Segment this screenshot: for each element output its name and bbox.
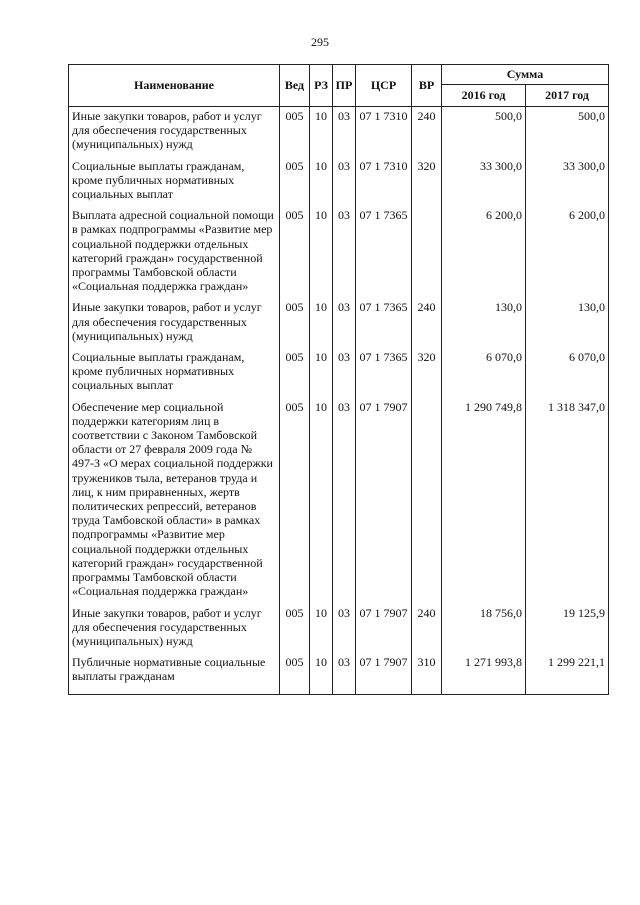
- header-csr: ЦСР: [356, 65, 412, 107]
- table-row: [69, 348, 609, 398]
- row-vr: [412, 206, 442, 298]
- row-sum-2017: 500,0: [526, 107, 609, 157]
- row-rz: 10: [310, 653, 333, 694]
- row-sum-2017: 1 299 221,1: [526, 653, 609, 694]
- row-name: Иные закупки товаров, работ и услуг для обеспечения государственных (муниципальных) нужд: [69, 604, 280, 654]
- row-name: Социальные выплаты гражданам, кроме публичных нормативных социальных выплат: [69, 348, 280, 398]
- row-name: Обеспечение мер социальной поддержки категориям лиц в соответствии с Законом Тамбовской области от 27 февраля 2009 года № 497-З «О мерах социальной поддержки тружеников тыла, ветеранов труда и лиц, к ним приравненных, жертв политических репрессий, ветеранов труда Тамбовской области» в рамках подпрограммы «Развитие мер социальной поддержки отдельных категорий граждан» государственной программы Тамбовской области «Социальная поддержка граждан»: [69, 398, 280, 604]
- header-year-2016: 2016 год: [442, 85, 526, 107]
- header-pr: ПР: [333, 65, 356, 107]
- row-csr: 07 1 7310: [356, 107, 412, 157]
- table-row: [69, 604, 609, 654]
- page-number: 295: [311, 35, 329, 49]
- row-ved: 005: [280, 653, 310, 694]
- row-rz: 10: [310, 398, 333, 604]
- row-sum-2017: 19 125,9: [526, 604, 609, 654]
- row-sum-2016: 1 290 749,8: [442, 398, 526, 604]
- row-name: Иные закупки товаров, работ и услуг для обеспечения государственных (муниципальных) нужд: [69, 298, 280, 348]
- header-name: Наименование: [69, 65, 280, 107]
- row-rz: 10: [310, 206, 333, 298]
- row-pr: 03: [333, 107, 356, 157]
- table-row: [69, 398, 609, 604]
- row-ved: 005: [280, 157, 310, 207]
- table-row: [69, 157, 609, 207]
- table-row: [69, 206, 609, 298]
- row-vr: 240: [412, 604, 442, 654]
- row-pr: 03: [333, 398, 356, 604]
- row-rz: 10: [310, 107, 333, 157]
- row-sum-2016: 6 200,0: [442, 206, 526, 298]
- row-csr: 07 1 7365: [356, 348, 412, 398]
- row-ved: 005: [280, 206, 310, 298]
- row-vr: 240: [412, 107, 442, 157]
- row-sum-2016: 1 271 993,8: [442, 653, 526, 694]
- row-name: Выплата адресной социальной помощи в рамках подпрограммы «Развитие мер социальной поддержки отдельных категорий граждан» государственной программы Тамбовской области «Социальная поддержка граждан»: [69, 206, 280, 298]
- row-pr: 03: [333, 298, 356, 348]
- row-name: Социальные выплаты гражданам, кроме публичных нормативных социальных выплат: [69, 157, 280, 207]
- row-csr: 07 1 7907: [356, 604, 412, 654]
- row-sum-2017: 33 300,0: [526, 157, 609, 207]
- row-rz: 10: [310, 604, 333, 654]
- row-ved: 005: [280, 298, 310, 348]
- row-csr: 07 1 7365: [356, 206, 412, 298]
- row-vr: 310: [412, 653, 442, 694]
- row-sum-2016: 500,0: [442, 107, 526, 157]
- table-row: [69, 653, 609, 694]
- row-sum-2017: 1 318 347,0: [526, 398, 609, 604]
- row-vr: 320: [412, 348, 442, 398]
- header-sum: Сумма: [442, 65, 609, 85]
- header-vr: ВР: [412, 65, 442, 107]
- row-name: Иные закупки товаров, работ и услуг для обеспечения государственных (муниципальных) нужд: [69, 107, 280, 157]
- row-rz: 10: [310, 298, 333, 348]
- row-pr: 03: [333, 157, 356, 207]
- row-sum-2016: 18 756,0: [442, 604, 526, 654]
- row-sum-2016: 130,0: [442, 298, 526, 348]
- table-row: [69, 298, 609, 348]
- row-ved: 005: [280, 398, 310, 604]
- row-ved: 005: [280, 604, 310, 654]
- row-vr: [412, 398, 442, 604]
- row-rz: 10: [310, 157, 333, 207]
- row-rz: 10: [310, 348, 333, 398]
- row-pr: 03: [333, 653, 356, 694]
- header-rz: РЗ: [310, 65, 333, 107]
- header-ved: Вед: [280, 65, 310, 107]
- row-sum-2017: 130,0: [526, 298, 609, 348]
- row-pr: 03: [333, 604, 356, 654]
- header-year-2017: 2017 год: [526, 85, 609, 107]
- row-sum-2017: 6 070,0: [526, 348, 609, 398]
- row-vr: 320: [412, 157, 442, 207]
- row-csr: 07 1 7365: [356, 298, 412, 348]
- row-csr: 07 1 7907: [356, 398, 412, 604]
- row-csr: 07 1 7907: [356, 653, 412, 694]
- table-header-row: [69, 65, 609, 85]
- row-vr: 240: [412, 298, 442, 348]
- row-pr: 03: [333, 348, 356, 398]
- budget-table: [68, 64, 609, 695]
- row-ved: 005: [280, 107, 310, 157]
- row-sum-2016: 33 300,0: [442, 157, 526, 207]
- row-sum-2016: 6 070,0: [442, 348, 526, 398]
- row-pr: 03: [333, 206, 356, 298]
- table-row: [69, 107, 609, 157]
- row-csr: 07 1 7310: [356, 157, 412, 207]
- row-name: Публичные нормативные социальные выплаты гражданам: [69, 653, 280, 694]
- row-sum-2017: 6 200,0: [526, 206, 609, 298]
- row-ved: 005: [280, 348, 310, 398]
